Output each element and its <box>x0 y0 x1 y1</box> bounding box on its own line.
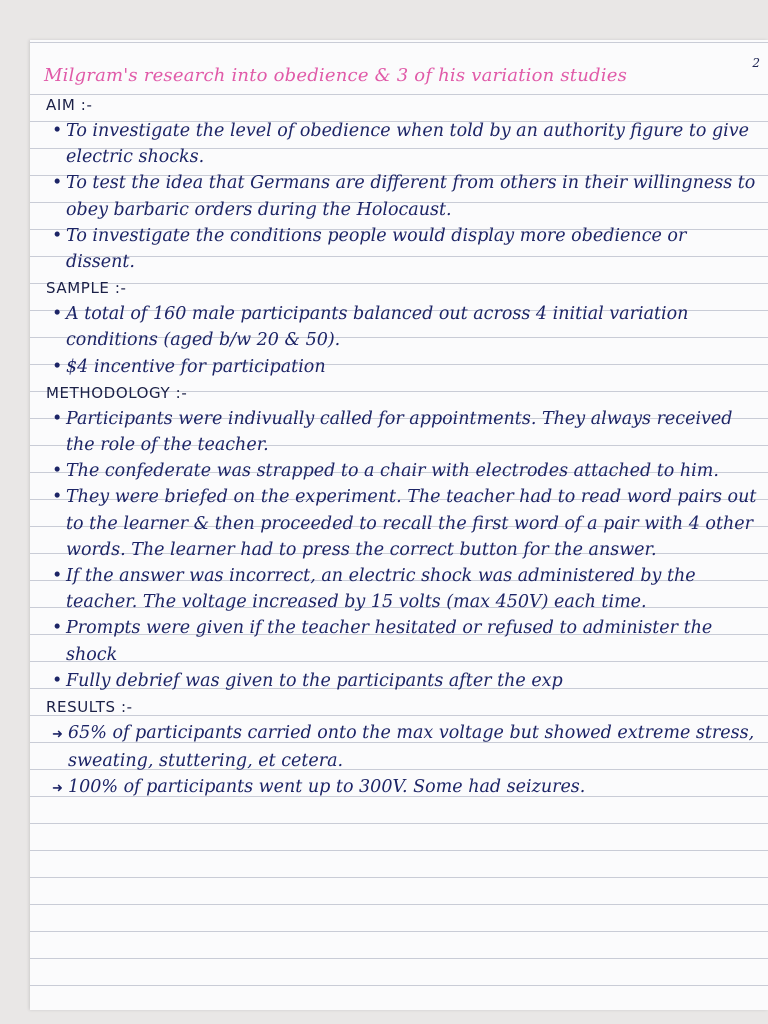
sample-heading: SAMPLE :- <box>46 279 127 298</box>
methodology-item: • They were briefed on the experiment. The teacher had to read word pairs out to the learner & then proceeded to recall the first word of a pair with 4 other words. The learner had to press the correct button for the answer. <box>46 484 758 563</box>
bullet-icon: • <box>52 670 63 691</box>
aim-item: • To test the idea that Germans are different from others in their willingness to obey barbaric orders during the Holocaust. <box>46 170 758 222</box>
bullet-icon: • <box>52 618 63 639</box>
bullet-icon: • <box>52 408 63 429</box>
notebook-page <box>30 40 768 1010</box>
methodology-heading: METHODOLOGY :- <box>46 383 188 402</box>
methodology-item: • The confederate was strapped to a chair with electrodes attached to him. <box>46 458 758 484</box>
arrow-right-icon: ➜ <box>52 781 63 797</box>
results-item: ➜ 65% of participants carried onto the max voltage but showed extreme stress, sweating, stuttering, et cetera. <box>52 723 755 772</box>
results-heading: RESULTS :- <box>46 698 133 717</box>
page-number: 2 <box>752 56 760 70</box>
sample-item: • $4 incentive for participation <box>46 354 758 380</box>
results-item: ➜ 100% of participants went up to 300V. Some had seizures. <box>46 774 758 802</box>
bullet-icon: • <box>52 304 63 325</box>
methodology-item: • Fully debrief was given to the participants after the exp <box>46 668 758 694</box>
methodology-item: • Prompts were given if the teacher hesitated or refused to administer the shock <box>46 615 758 667</box>
aim-heading: AIM :- <box>46 96 93 114</box>
bullet-icon: • <box>52 461 63 482</box>
bullet-icon: • <box>52 173 63 194</box>
methodology-item: • If the answer was incorrect, an electric shock was administered by the teacher. The voltage increased by 15 volts (max 450V) each time. <box>46 563 758 615</box>
bullet-icon: • <box>52 356 63 377</box>
aim-item: • To investigate the level of obedience when told by an authority figure to give electric shocks. <box>46 118 758 170</box>
bullet-icon: • <box>52 487 63 508</box>
aim-item: • To investigate the conditions people would display more obedience or dissent. <box>46 223 758 275</box>
bullet-icon: • <box>52 225 63 246</box>
bullet-icon: • <box>52 566 63 587</box>
arrow-right-icon: ➜ <box>52 727 63 743</box>
sample-item: • A total of 160 male participants balanced out across 4 initial variation conditions (aged b/w 20 & 50). <box>46 301 758 353</box>
methodology-item: • Participants were indivually called for appointments. They always received the role of the teacher. <box>46 406 758 458</box>
page-title: Milgram's research into obedience & 3 of his variation studies <box>44 65 628 86</box>
bullet-icon: • <box>52 121 63 141</box>
notes-body <box>42 92 758 803</box>
